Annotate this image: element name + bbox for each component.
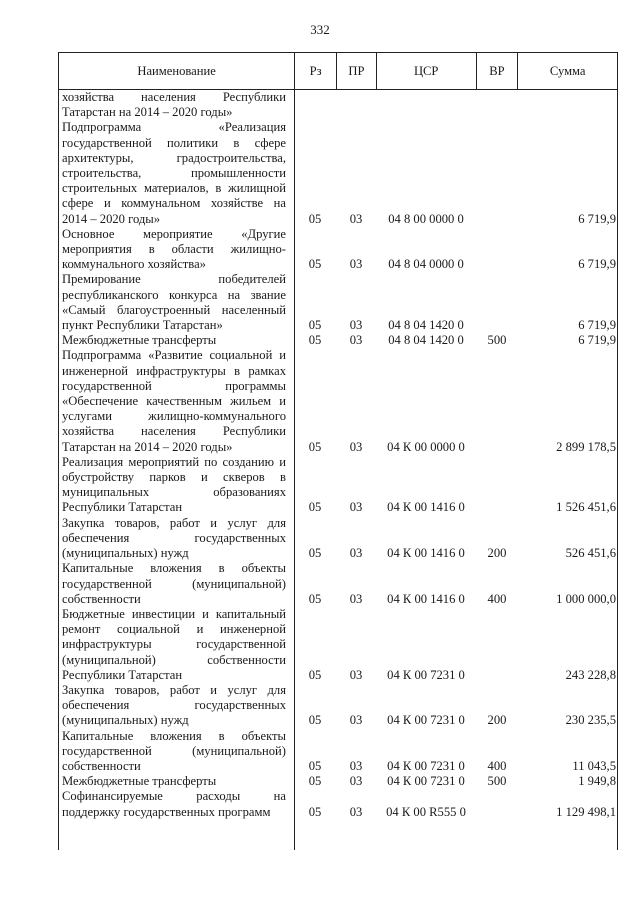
row-sum: 6 719,9	[578, 333, 616, 348]
row-name-line: Межбюджетные трансферты	[62, 333, 217, 348]
row-name-line: собственности	[62, 591, 141, 606]
table-row	[58, 607, 618, 683]
row-pr: 03	[349, 804, 363, 819]
row-name-line: Подпрограмма «Реализация	[62, 120, 286, 135]
table-row	[58, 789, 618, 819]
row-vr: 200	[487, 713, 507, 728]
row-csr: 04 К 00 7231 0	[387, 667, 465, 682]
row-name-line: обеспечения государственных	[62, 698, 286, 713]
row-pr: 03	[349, 439, 363, 454]
row-name-line: (муниципальных) нужд	[62, 713, 189, 728]
table-row	[58, 333, 618, 348]
row-name-line: «Обеспечение качественным жильем и	[62, 394, 286, 409]
row-name	[58, 683, 294, 729]
table-row	[58, 120, 618, 226]
row-rz: 05	[308, 667, 322, 682]
header-pr: ПР	[336, 53, 376, 89]
row-pr: 03	[349, 591, 363, 606]
row-name-line: Софинансируемые расходы на	[62, 789, 286, 804]
row-sum: 1 129 498,1	[556, 804, 616, 819]
header-csr: ЦСР	[376, 53, 476, 89]
row-pr: 03	[349, 546, 363, 561]
row-vr: 400	[487, 758, 507, 773]
row-csr: 04 К 00 7231 0	[387, 774, 465, 789]
row-name-line: поддержку государственных программ	[62, 804, 271, 819]
row-csr: 04 8 00 0000 0	[388, 211, 464, 226]
row-name	[58, 348, 294, 454]
row-sum: 2 899 178,5	[556, 439, 616, 454]
row-csr: 04 К 00 1416 0	[387, 591, 465, 606]
row-name-line: «Самый благоустроенный населенный	[62, 302, 286, 317]
row-name-line: услугами жилищно-коммунального	[62, 409, 286, 424]
row-rz: 05	[308, 318, 322, 333]
table-body	[58, 90, 618, 850]
row-csr: 04 К 00 1416 0	[387, 500, 465, 515]
row-sum: 6 719,9	[578, 257, 616, 272]
row-sum: 6 719,9	[578, 211, 616, 226]
row-name-line: Основное мероприятие «Другие	[62, 226, 286, 241]
row-pr: 03	[349, 500, 363, 515]
table-row	[58, 90, 618, 120]
row-name-line: строительства, промышленности	[62, 166, 286, 181]
row-pr: 03	[349, 257, 363, 272]
row-rz: 05	[308, 713, 322, 728]
row-name-line: мероприятия в области жилищно-	[62, 242, 286, 257]
row-rz: 05	[308, 758, 322, 773]
row-vr: 500	[487, 333, 507, 348]
row-name-line: Капитальные вложения в объекты	[62, 561, 286, 576]
row-name	[58, 607, 294, 683]
table-row	[58, 272, 618, 333]
table-row	[58, 227, 618, 273]
row-name-line: коммунального хозяйства»	[62, 257, 206, 272]
row-name-line: обеспечения государственных	[62, 530, 286, 545]
table-row	[58, 683, 618, 729]
row-name	[58, 455, 294, 516]
row-vr: 400	[487, 591, 507, 606]
row-name-line: Республики Татарстан	[62, 667, 183, 682]
row-pr: 03	[349, 774, 363, 789]
row-name-line: государственной программы	[62, 378, 286, 393]
row-name-line: республиканского конкурса на звание	[62, 287, 286, 302]
row-rz: 05	[308, 257, 322, 272]
row-name-line: муниципальных образованиях	[62, 485, 286, 500]
row-name-line: собственности	[62, 758, 141, 773]
row-name	[58, 120, 294, 226]
row-name-line: сфере и коммунальном хозяйстве на	[62, 196, 286, 211]
row-name-line: хозяйства населения Республики	[62, 424, 286, 439]
row-name-line: хозяйства населения Республики	[62, 90, 286, 104]
row-rz: 05	[308, 546, 322, 561]
row-name-line: Татарстан на 2014 – 2020 годы»	[62, 105, 233, 120]
row-name-line: (муниципальной) собственности	[62, 652, 286, 667]
table-header	[58, 52, 618, 90]
row-name-line: государственной (муниципальной)	[62, 576, 286, 591]
row-rz: 05	[308, 591, 322, 606]
row-name-line: Закупка товаров, работ и услуг для	[62, 515, 286, 530]
row-sum: 1 000 000,0	[556, 591, 616, 606]
row-name-line: инфраструктуры государственной	[62, 637, 286, 652]
header-rz: Рз	[294, 53, 336, 89]
row-name	[58, 516, 294, 562]
row-pr: 03	[349, 713, 363, 728]
row-name-line: Закупка товаров, работ и услуг для	[62, 682, 286, 697]
row-rz: 05	[308, 439, 322, 454]
page-number: 332	[310, 22, 330, 37]
row-csr: 04 К 00 7231 0	[387, 713, 465, 728]
row-csr: 04 К 00 1416 0	[387, 546, 465, 561]
row-name-line: (муниципальных) нужд	[62, 546, 189, 561]
row-name-line: Татарстан на 2014 – 2020 годы»	[62, 439, 233, 454]
row-csr: 04 8 04 1420 0	[388, 333, 464, 348]
row-name-line: государственной политики в сфере	[62, 135, 286, 150]
table-rows	[58, 90, 618, 820]
table-row	[58, 774, 618, 789]
row-name	[58, 333, 294, 348]
row-name	[58, 272, 294, 333]
row-csr: 04 8 04 0000 0	[388, 257, 464, 272]
table-row	[58, 729, 618, 775]
row-pr: 03	[349, 211, 363, 226]
row-rz: 05	[308, 804, 322, 819]
row-pr: 03	[349, 667, 363, 682]
row-sum: 243 228,8	[565, 667, 616, 682]
row-name	[58, 227, 294, 273]
header-sum: Сумма	[517, 53, 617, 89]
row-name-line: Подпрограмма «Развитие социальной и	[62, 348, 286, 363]
row-pr: 03	[349, 318, 363, 333]
budget-table	[58, 52, 618, 850]
row-name-line: Реализация мероприятий по созданию и	[62, 454, 286, 469]
row-name-line: пункт Республики Татарстан»	[62, 318, 223, 333]
row-name	[58, 561, 294, 607]
row-name-line: обустройству парков и скверов в	[62, 470, 286, 485]
row-vr: 200	[487, 546, 507, 561]
row-csr: 04 К 00 R555 0	[386, 804, 466, 819]
row-sum: 1 526 451,6	[556, 500, 616, 515]
row-name-line: Капитальные вложения в объекты	[62, 728, 286, 743]
row-rz: 05	[308, 333, 322, 348]
row-sum: 1 949,8	[578, 774, 616, 789]
row-name-line: Премирование победителей	[62, 272, 286, 287]
row-vr: 500	[487, 774, 507, 789]
header-vr: ВР	[476, 53, 518, 89]
row-sum: 6 719,9	[578, 318, 616, 333]
row-name	[58, 774, 294, 789]
header-name: Наименование	[137, 63, 216, 78]
row-sum: 11 043,5	[572, 758, 616, 773]
row-pr: 03	[349, 333, 363, 348]
row-name-line: инженерной инфраструктуры в рамках	[62, 363, 286, 378]
row-pr: 03	[349, 758, 363, 773]
row-name	[58, 789, 294, 819]
row-csr: 04 К 00 0000 0	[387, 439, 465, 454]
row-sum: 526 451,6	[565, 546, 616, 561]
row-name-line: архитектуры, градостроительства,	[62, 150, 286, 165]
row-rz: 05	[308, 500, 322, 515]
row-name	[58, 729, 294, 775]
row-csr: 04 8 04 1420 0	[388, 318, 464, 333]
row-name-line: ремонт социальной и инженерной	[62, 622, 286, 637]
row-rz: 05	[308, 774, 322, 789]
row-name-line: 2014 – 2020 годы»	[62, 211, 161, 226]
table-row	[58, 516, 618, 562]
table-row	[58, 561, 618, 607]
row-name-line: строительных материалов, в жилищной	[62, 181, 286, 196]
table-row	[58, 348, 618, 454]
row-name-line: Республики Татарстан	[62, 500, 183, 515]
row-sum: 230 235,5	[565, 713, 616, 728]
row-csr: 04 К 00 7231 0	[387, 758, 465, 773]
row-name-line: государственной (муниципальной)	[62, 743, 286, 758]
row-name	[58, 90, 294, 120]
table-row	[58, 455, 618, 516]
row-name-line: Межбюджетные трансферты	[62, 774, 217, 789]
row-rz: 05	[308, 211, 322, 226]
row-name-line: Бюджетные инвестиции и капитальный	[62, 606, 286, 621]
